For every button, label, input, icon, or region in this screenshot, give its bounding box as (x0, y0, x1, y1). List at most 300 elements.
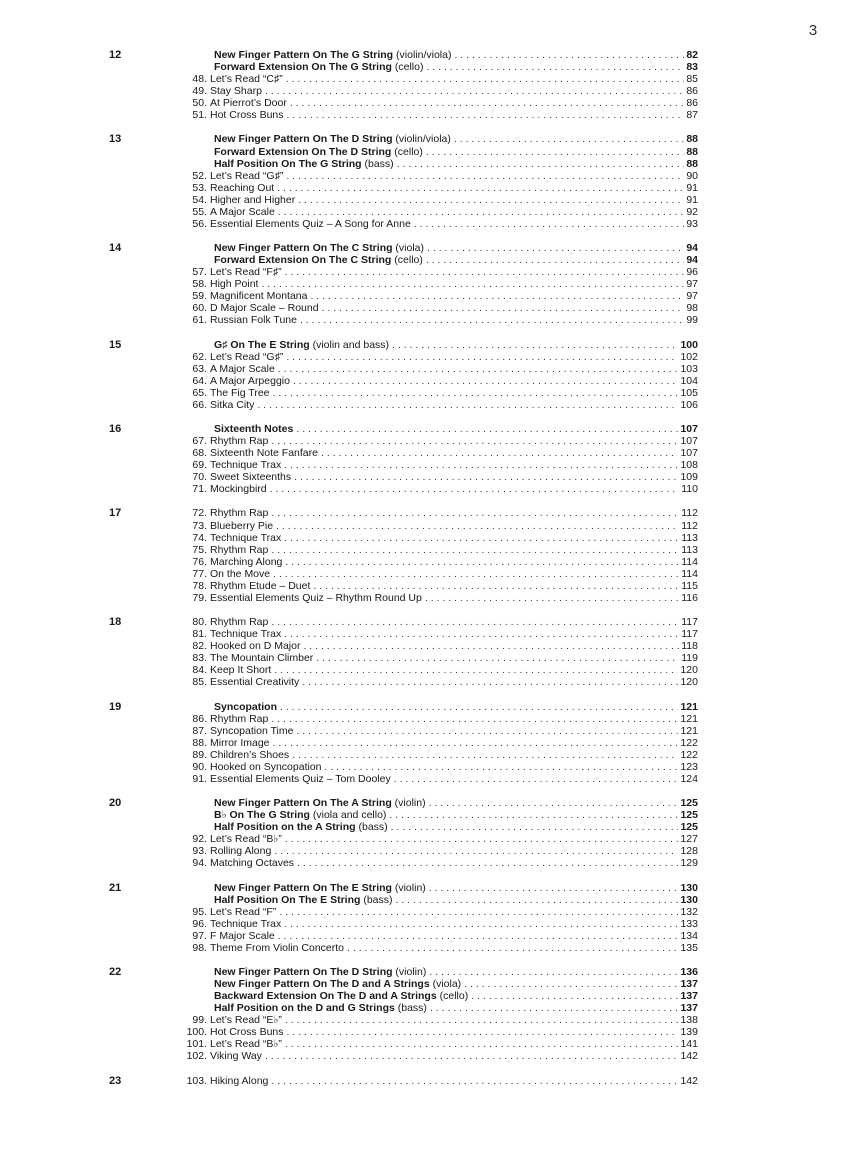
toc-heading-row (0, 339, 864, 351)
exercise-number: 58. (192, 278, 207, 291)
entry-label (210, 170, 698, 182)
entry-label (214, 821, 698, 833)
toc-exercise-row (0, 930, 864, 942)
dot-leader (287, 109, 685, 121)
toc-exercise-row (0, 278, 864, 290)
entry-label (214, 242, 698, 254)
entry-label (210, 833, 698, 845)
entry-title: Let’s Read “B♭” (210, 1038, 282, 1051)
exercise-number: 94. (192, 857, 207, 870)
heading-title: Half Position On The G String (214, 157, 362, 170)
dot-leader (396, 894, 679, 906)
exercise-number: 86. (192, 712, 207, 725)
dot-leader (322, 302, 685, 314)
page-ref: 105 (680, 386, 698, 399)
dot-leader (286, 73, 685, 85)
heading-instrument: (cello) (391, 254, 423, 267)
page-ref: 107 (680, 435, 698, 448)
dot-leader (347, 942, 678, 954)
toc-exercise-row (0, 1038, 864, 1050)
entry-title: Let’s Read “E♭” (210, 1014, 282, 1027)
heading-title: Forward Extension On The G String (214, 61, 392, 74)
heading-instrument: (bass) (361, 157, 394, 170)
page-ref: 112 (681, 507, 698, 520)
entry-label (210, 218, 698, 230)
toc-heading-row (0, 1002, 864, 1014)
entry-title: F Major Scale (210, 929, 275, 942)
dot-leader (284, 459, 678, 471)
section-number: 22 (109, 965, 122, 978)
entry-title: Mockingbird (210, 483, 267, 496)
entry-label (210, 507, 698, 519)
toc-exercise-row (0, 556, 864, 568)
heading-title: New Finger Pattern On The E String (214, 881, 392, 894)
dot-leader (271, 1075, 678, 1087)
dot-leader (389, 809, 678, 821)
entry-label (210, 676, 698, 688)
entry-label (214, 133, 698, 145)
toc-heading-row (0, 423, 864, 435)
toc-exercise-row (0, 918, 864, 930)
page-ref: 94 (686, 242, 698, 255)
page-ref: 137 (680, 978, 698, 991)
entry-title: Rhythm Rap (210, 507, 269, 520)
exercise-number: 87. (192, 724, 207, 737)
toc-heading-row (0, 966, 864, 978)
exercise-number: 69. (192, 459, 207, 472)
entry-label (210, 725, 698, 737)
entry-label (210, 109, 698, 121)
dot-leader (284, 628, 679, 640)
exercise-number: 59. (192, 290, 207, 303)
entry-title: Let’s Read “B♭” (210, 833, 282, 846)
heading-title: New Finger Pattern On The C String (214, 242, 393, 255)
dot-leader (284, 532, 679, 544)
entry-label (214, 882, 698, 894)
exercise-number: 62. (192, 350, 207, 363)
toc-exercise-row (0, 833, 864, 845)
dot-leader (278, 206, 685, 218)
heading-title: Backward Extension On The D and A Strings (214, 990, 437, 1003)
entry-label (210, 749, 698, 761)
entry-title (214, 49, 451, 61)
dot-leader (265, 1050, 679, 1062)
toc-heading-row (0, 809, 864, 821)
page-ref: 110 (681, 483, 698, 496)
page-ref: 127 (680, 833, 698, 846)
entry-title (214, 882, 426, 894)
entry-label (210, 73, 698, 85)
page-ref: 107 (680, 447, 698, 460)
toc-exercise-row (0, 182, 864, 194)
dot-leader (296, 725, 678, 737)
entry-label (210, 1075, 698, 1087)
page-ref: 138 (680, 1014, 698, 1027)
page-ref: 104 (680, 374, 698, 387)
entry-label (210, 471, 698, 483)
entry-title: Hot Cross Buns (210, 1026, 284, 1039)
dot-leader (261, 278, 684, 290)
entry-title: The Mountain Climber (210, 652, 314, 665)
page-ref: 120 (680, 676, 698, 689)
page-ref: 106 (680, 398, 698, 411)
page-ref: 125 (680, 809, 698, 822)
page-ref: 114 (681, 555, 698, 568)
exercise-number: 73. (192, 519, 207, 532)
exercise-number: 67. (192, 435, 207, 448)
dot-leader (313, 580, 679, 592)
toc-exercise-row (0, 314, 864, 326)
dot-leader (454, 49, 684, 61)
entry-title: High Point (210, 278, 259, 291)
entry-title: Rhythm Rap (210, 712, 269, 725)
page-ref: 137 (680, 990, 698, 1003)
exercise-number: 51. (192, 109, 207, 122)
entry-label (210, 532, 698, 544)
entry-label (214, 339, 698, 351)
entry-label (214, 990, 698, 1002)
toc-exercise-row (0, 109, 864, 121)
heading-instrument: (bass) (360, 893, 393, 906)
section-number: 14 (109, 242, 122, 255)
entry-title (214, 797, 426, 809)
toc-section (0, 616, 864, 688)
heading-title: G♯ On The E String (214, 338, 310, 351)
toc-heading-row (0, 158, 864, 170)
entry-label (210, 737, 698, 749)
toc-exercise-row (0, 302, 864, 314)
entry-title: Let’s Read “G♯” (210, 350, 284, 363)
dot-leader (274, 664, 678, 676)
entry-title (214, 894, 393, 906)
entry-label (210, 580, 698, 592)
toc-exercise-row (0, 1026, 864, 1038)
heading-instrument: (cello) (391, 145, 423, 158)
page-ref: 92 (686, 205, 698, 218)
dot-leader (430, 1002, 679, 1014)
toc-exercise-row (0, 97, 864, 109)
toc-exercise-row (0, 725, 864, 737)
dot-leader (290, 97, 684, 109)
dot-leader (285, 1014, 679, 1026)
toc-exercise-row (0, 447, 864, 459)
exercise-number: 93. (192, 845, 207, 858)
exercise-number: 49. (192, 85, 207, 98)
dot-leader (293, 375, 679, 387)
entry-label (210, 351, 698, 363)
entry-title: Viking Way (210, 1050, 262, 1063)
toc-exercise-row (0, 520, 864, 532)
toc-exercise-row (0, 640, 864, 652)
entry-title: Technique Trax (210, 531, 282, 544)
entry-label (210, 206, 698, 218)
dot-leader (271, 507, 679, 519)
entry-title (214, 966, 426, 978)
toc-heading-row (0, 701, 864, 713)
toc-exercise-row (0, 580, 864, 592)
exercise-number: 65. (192, 386, 207, 399)
heading-instrument: (violin) (391, 797, 426, 810)
entry-label (210, 713, 698, 725)
heading-instrument: (bass) (355, 821, 388, 834)
toc-heading-row (0, 797, 864, 809)
entry-label (210, 375, 698, 387)
exercise-number: 57. (192, 266, 207, 279)
toc-heading-row (0, 61, 864, 73)
page-ref: 85 (686, 73, 698, 86)
dot-leader (296, 423, 678, 435)
dot-leader (297, 857, 678, 869)
exercise-number: 68. (192, 447, 207, 460)
entry-title: Essential Elements Quiz – Tom Dooley (210, 772, 391, 785)
toc-exercise-row (0, 351, 864, 363)
dot-leader (286, 351, 678, 363)
entry-title: Theme From Violin Concerto (210, 941, 345, 954)
exercise-number: 99. (192, 1014, 207, 1027)
section-number: 23 (109, 1074, 122, 1087)
heading-title: B♭ On The G String (214, 809, 310, 822)
toc-section (0, 423, 864, 495)
page-ref: 130 (680, 893, 698, 906)
heading-instrument: (bass) (394, 1002, 427, 1015)
entry-title: Rhythm Etude – Duet (210, 579, 311, 592)
toc-exercise-row (0, 399, 864, 411)
toc-exercise-row (0, 845, 864, 857)
page-ref: 118 (681, 640, 698, 653)
entry-title: Rhythm Rap (210, 616, 269, 629)
exercise-number: 48. (192, 73, 207, 86)
toc-section (0, 797, 864, 869)
toc-exercise-row (0, 737, 864, 749)
exercise-number: 80. (192, 616, 207, 629)
toc-heading-row (0, 978, 864, 990)
dot-leader (285, 1038, 679, 1050)
page-ref: 125 (680, 797, 698, 810)
page-ref: 142 (680, 1074, 698, 1087)
section-number: 12 (109, 49, 122, 61)
toc-exercise-row (0, 170, 864, 182)
entry-label (210, 182, 698, 194)
entry-label (214, 146, 698, 158)
entry-label (210, 447, 698, 459)
entry-title (214, 423, 293, 435)
dot-leader (427, 242, 684, 254)
page-ref: 88 (686, 145, 698, 158)
dot-leader (426, 146, 684, 158)
dot-leader (276, 520, 679, 532)
toc-exercise-row (0, 73, 864, 85)
toc-exercise-row (0, 471, 864, 483)
dot-leader (278, 363, 679, 375)
exercise-number: 60. (192, 302, 207, 315)
heading-title: New Finger Pattern On The D and A Strings (214, 978, 430, 991)
dot-leader (271, 713, 678, 725)
toc-heading-row (0, 894, 864, 906)
entry-title: Higher and Higher (210, 193, 296, 206)
entry-title: Keep It Short (210, 664, 272, 677)
toc-exercise-row (0, 664, 864, 676)
heading-instrument: (violin and bass) (309, 338, 390, 351)
page-ref: 91 (686, 181, 698, 194)
entry-title: Sixteenth Note Fanfare (210, 447, 318, 460)
toc-section (0, 242, 864, 326)
entry-title (214, 978, 461, 990)
page-ref: 102 (680, 350, 698, 363)
toc-exercise-row (0, 1075, 864, 1087)
dot-leader (464, 978, 678, 990)
entry-title (214, 242, 424, 254)
page-ref: 108 (680, 459, 698, 472)
page-ref: 112 (681, 519, 698, 532)
exercise-number: 101. (186, 1038, 207, 1051)
page-ref: 124 (680, 772, 698, 785)
dot-leader (280, 701, 678, 713)
dot-leader (454, 133, 684, 145)
entry-label (210, 845, 698, 857)
page-ref: 91 (686, 193, 698, 206)
page-ref: 136 (680, 965, 698, 978)
dot-leader (397, 158, 685, 170)
heading-title: Half Position On The E String (214, 893, 361, 906)
page-ref: 97 (686, 278, 698, 291)
page-ref: 123 (680, 760, 698, 773)
toc-section (0, 882, 864, 954)
page-ref: 125 (680, 821, 698, 834)
toc-exercise-row (0, 652, 864, 664)
heading-instrument: (viola) (392, 242, 425, 255)
page-ref: 117 (681, 628, 698, 641)
entry-title: Syncopation Time (210, 724, 294, 737)
section-number: 16 (109, 423, 122, 436)
page-ref: 103 (680, 362, 698, 375)
entry-label (214, 797, 698, 809)
exercise-number: 70. (192, 471, 207, 484)
entry-title (214, 990, 468, 1002)
entry-label (210, 568, 698, 580)
page-ref: 139 (680, 1026, 698, 1039)
entry-label (210, 616, 698, 628)
page-ref: 122 (680, 736, 698, 749)
entry-label (210, 459, 698, 471)
entry-title: Children’s Shoes (210, 748, 290, 761)
toc-exercise-row (0, 592, 864, 604)
page-ref: 99 (686, 314, 698, 327)
toc-heading-row (0, 146, 864, 158)
entry-title: On the Move (210, 567, 271, 580)
dot-leader (300, 314, 684, 326)
page-ref: 141 (680, 1038, 698, 1051)
dot-leader (303, 640, 679, 652)
entry-label (210, 302, 698, 314)
entry-label (210, 1014, 698, 1026)
entry-label (210, 1050, 698, 1062)
entry-title: Rhythm Rap (210, 543, 269, 556)
exercise-number: 81. (192, 628, 207, 641)
section-number: 17 (109, 507, 122, 520)
section-number: 15 (109, 338, 122, 351)
exercise-number: 77. (192, 567, 207, 580)
entry-title: The Fig Tree (210, 386, 270, 399)
page-ref: 96 (686, 266, 698, 279)
entry-title (214, 809, 386, 821)
dot-leader (265, 85, 684, 97)
toc-exercise-row (0, 218, 864, 230)
entry-label (210, 761, 698, 773)
dot-leader (471, 990, 678, 1002)
toc-exercise-row (0, 387, 864, 399)
entry-title (214, 133, 451, 145)
entry-title (214, 254, 423, 266)
entry-title (214, 339, 389, 351)
toc-section (0, 133, 864, 229)
entry-title: Essential Creativity (210, 676, 300, 689)
toc-exercise-row (0, 507, 864, 519)
toc-exercise-row (0, 906, 864, 918)
exercise-number: 98. (192, 941, 207, 954)
page-ref: 88 (686, 133, 698, 146)
entry-label (210, 483, 698, 495)
exercise-number: 88. (192, 736, 207, 749)
entry-label (214, 254, 698, 266)
entry-title: Stay Sharp (210, 85, 262, 98)
entry-label (210, 773, 698, 785)
entry-title: Rhythm Rap (210, 435, 269, 448)
page-ref: 114 (681, 567, 698, 580)
dot-leader (294, 471, 678, 483)
heading-title: Sixteenth Notes (214, 423, 294, 436)
heading-instrument: (viola and cello) (309, 809, 387, 822)
exercise-number: 52. (192, 169, 207, 182)
entry-label (214, 809, 698, 821)
entry-title: Sitka City (210, 398, 255, 411)
entry-label (210, 942, 698, 954)
toc-exercise-row (0, 363, 864, 375)
toc-exercise-row (0, 290, 864, 302)
toc-heading-row (0, 49, 864, 61)
entry-label (210, 906, 698, 918)
exercise-number: 90. (192, 760, 207, 773)
page-ref: 113 (681, 531, 698, 544)
exercise-number: 96. (192, 917, 207, 930)
toc-section (0, 966, 864, 1062)
heading-instrument: (violin/viola) (392, 133, 451, 146)
exercise-number: 53. (192, 181, 207, 194)
entry-title: Hiking Along (210, 1074, 269, 1087)
page-ref: 98 (686, 302, 698, 315)
toc-section (0, 1075, 864, 1087)
entry-label (210, 97, 698, 109)
toc-exercise-row (0, 85, 864, 97)
entry-title: Let’s Read “F” (210, 905, 277, 918)
page-ref: 135 (680, 941, 698, 954)
dot-leader (271, 435, 678, 447)
dot-leader (316, 652, 679, 664)
entry-label (214, 423, 698, 435)
page-ref: 107 (680, 423, 698, 436)
page-ref: 133 (680, 917, 698, 930)
entry-title: Blueberry Pie (210, 519, 274, 532)
entry-title: Marching Along (210, 555, 283, 568)
exercise-number: 97. (192, 929, 207, 942)
dot-leader (391, 821, 679, 833)
exercise-number: 61. (192, 314, 207, 327)
page-ref: 87 (686, 109, 698, 122)
entry-title: At Pierrot’s Door (210, 97, 287, 110)
heading-instrument: (viola) (429, 978, 462, 991)
exercise-number: 85. (192, 676, 207, 689)
page-ref: 113 (681, 543, 698, 556)
toc-section (0, 701, 864, 785)
